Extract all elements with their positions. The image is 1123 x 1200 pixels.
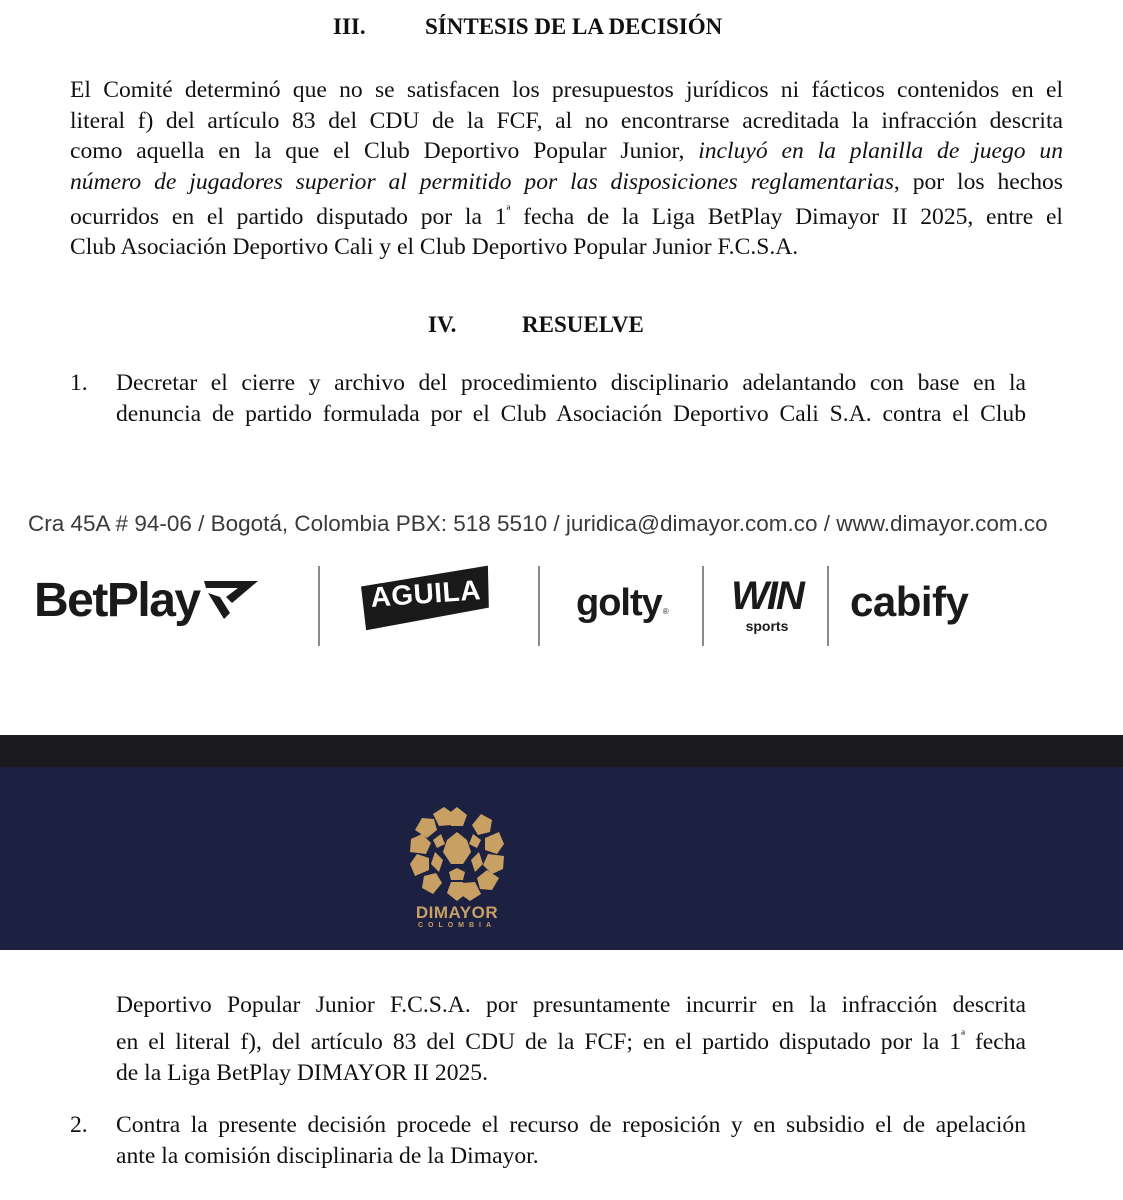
sintesis-paragraph xyxy=(70,75,1063,263)
ordinal-sup: ª xyxy=(961,1029,965,1044)
registered-mark-icon: ® xyxy=(662,607,669,616)
item-number-1: 1. xyxy=(70,370,88,396)
footer-contact: Cra 45A # 94-06 / Bogotá, Colombia PBX: 518 5510 / juridica@dimayor.com.co / www.dimayor.com.co xyxy=(28,511,1048,536)
sponsor-divider xyxy=(538,566,540,646)
sponsor-aguila xyxy=(356,563,496,632)
text-span: en el literal f), del artículo 83 del CDU de la FCF; en el partido disputado por la 1 xyxy=(116,1028,962,1055)
aguila-wordmark: AGUILA xyxy=(369,574,482,613)
paragraph-line: El Comité determinó que no se satisfacen los presupuestos jurídicos ni fácticos contenidos en el xyxy=(70,77,1063,103)
paragraph-line: Deportivo Popular Junior F.C.S.A. por presuntamente incurrir en la infracción descrita xyxy=(116,992,1026,1018)
ordinal-sup: ª xyxy=(506,204,511,219)
section-title-resuelve: RESUELVE xyxy=(522,312,644,337)
sponsor-cabify xyxy=(850,574,968,630)
italic-quote: número de jugadores superior al permitido por las disposiciones reglamentarias xyxy=(70,168,894,195)
sponsor-betplay xyxy=(34,568,260,632)
resuelve-item-1 xyxy=(116,368,1026,430)
italic-quote: incluyó en la planilla de juego un xyxy=(698,138,1063,164)
sponsor-divider xyxy=(318,566,320,646)
paragraph-line: literal f) del artículo 83 del CDU de la FCF, al no encontrarse acreditada la infracción descrita xyxy=(70,107,1063,134)
resuelve-item-2 xyxy=(116,1110,1026,1172)
paragraph-line: ante la comisión disciplinaria de la Dimayor. xyxy=(116,1143,539,1169)
text-span: , por los hechos xyxy=(893,168,1063,195)
letterhead-header xyxy=(0,767,1123,950)
sponsor-golty xyxy=(576,578,669,628)
text-span: ocurridos en el partido disputado por la 1 xyxy=(70,203,507,230)
dimayor-logo-name: DIMAYOR xyxy=(415,903,499,922)
betplay-wordmark: BetPlay xyxy=(34,573,200,627)
text-span: fecha xyxy=(964,1028,1027,1055)
paragraph-line xyxy=(70,136,1063,167)
page-break-band xyxy=(0,735,1123,767)
paragraph-line: Contra la presente decisión procede el recurso de reposición y en subsidio el de apelación xyxy=(116,1112,1026,1138)
paragraph-line xyxy=(70,197,1063,232)
dimayor-logo-sub: COLOMBIA xyxy=(417,922,497,929)
golty-wordmark: golty xyxy=(576,581,662,624)
paragraph-line: Decretar el cierre y archivo del procedimiento disciplinario adelantando con base en la xyxy=(116,370,1026,396)
resuelve-item-1-continued xyxy=(116,990,1026,1089)
section-number-iv: IV. xyxy=(428,312,457,337)
paragraph-line xyxy=(116,1021,1026,1058)
win-wordmark: WIN xyxy=(731,574,803,618)
sponsor-divider xyxy=(702,566,704,646)
paragraph-line: Club Asociación Deportivo Cali y el Club Deportivo Popular Junior F.C.S.A. xyxy=(70,234,799,261)
section-number-iii: III. xyxy=(333,14,366,39)
section-title-sintesis: SÍNTESIS DE LA DECISIÓN xyxy=(425,14,723,39)
text-span: fecha de la Liga BetPlay Dimayor II 2025, entre el xyxy=(510,203,1063,230)
item-number-2: 2. xyxy=(70,1112,88,1138)
text-span: como aquella en la que el Club Deportivo Popular Junior, xyxy=(70,138,699,164)
sponsor-divider xyxy=(827,566,829,646)
paragraph-line xyxy=(70,167,1063,198)
paragraph-line: de la Liga BetPlay DIMAYOR II 2025. xyxy=(116,1059,488,1086)
paragraph-line: denuncia de partido formulada por el Club Asociación Deportivo Cali S.A. contra el Club xyxy=(116,401,1026,427)
betplay-arrow-icon xyxy=(202,577,260,623)
win-sports-sub: sports xyxy=(745,618,789,634)
dimayor-logo-icon xyxy=(402,799,512,909)
cabify-wordmark: cabify xyxy=(850,578,969,625)
sponsor-win-sports xyxy=(718,574,816,636)
